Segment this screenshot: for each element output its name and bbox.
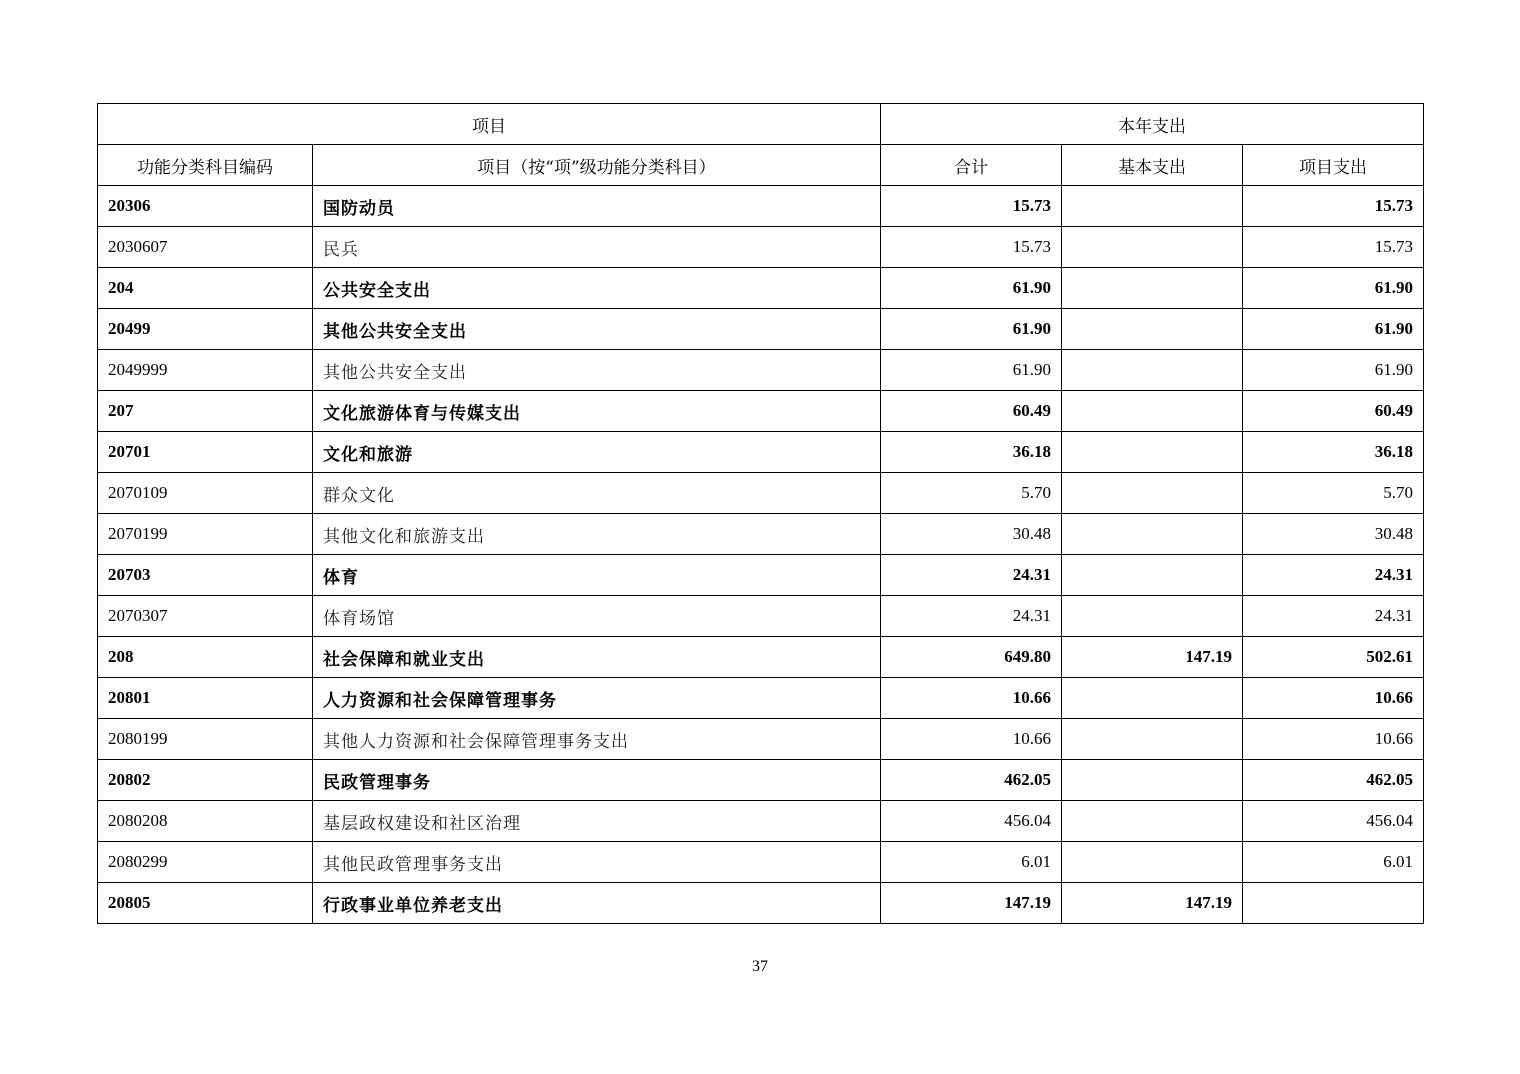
table-row xyxy=(98,268,1424,309)
basic-cell xyxy=(1062,514,1243,555)
table-body xyxy=(98,104,1424,924)
total-cell: 649.80 xyxy=(881,637,1062,678)
project-cell: 15.73 xyxy=(1243,227,1424,268)
header-code: 功能分类科目编码 xyxy=(98,145,313,186)
header-project-exp: 项目支出 xyxy=(1243,145,1424,186)
header-row-columns xyxy=(98,145,1424,186)
code-cell: 2080199 xyxy=(98,719,313,760)
name-cell: 其他公共安全支出 xyxy=(313,350,881,391)
table-row xyxy=(98,801,1424,842)
basic-cell xyxy=(1062,473,1243,514)
code-cell: 2070199 xyxy=(98,514,313,555)
total-cell: 61.90 xyxy=(881,309,1062,350)
basic-cell xyxy=(1062,555,1243,596)
table-row xyxy=(98,678,1424,719)
name-cell: 社会保障和就业支出 xyxy=(313,637,881,678)
name-cell: 民兵 xyxy=(313,227,881,268)
code-cell: 208 xyxy=(98,637,313,678)
project-cell: 456.04 xyxy=(1243,801,1424,842)
code-cell: 20801 xyxy=(98,678,313,719)
project-cell: 61.90 xyxy=(1243,309,1424,350)
basic-cell xyxy=(1062,678,1243,719)
basic-cell: 147.19 xyxy=(1062,637,1243,678)
name-cell: 国防动员 xyxy=(313,186,881,227)
project-cell: 36.18 xyxy=(1243,432,1424,473)
table-row xyxy=(98,883,1424,924)
header-project: 项目 xyxy=(98,104,881,145)
total-cell: 456.04 xyxy=(881,801,1062,842)
table-row xyxy=(98,473,1424,514)
code-cell: 20701 xyxy=(98,432,313,473)
project-cell: 61.90 xyxy=(1243,350,1424,391)
code-cell: 20802 xyxy=(98,760,313,801)
name-cell: 体育场馆 xyxy=(313,596,881,637)
basic-cell xyxy=(1062,842,1243,883)
header-row-top xyxy=(98,104,1424,145)
project-cell xyxy=(1243,883,1424,924)
project-cell: 15.73 xyxy=(1243,186,1424,227)
basic-cell xyxy=(1062,432,1243,473)
total-cell: 5.70 xyxy=(881,473,1062,514)
table-row xyxy=(98,555,1424,596)
total-cell: 15.73 xyxy=(881,186,1062,227)
total-cell: 61.90 xyxy=(881,268,1062,309)
total-cell: 24.31 xyxy=(881,596,1062,637)
basic-cell xyxy=(1062,801,1243,842)
basic-cell xyxy=(1062,309,1243,350)
table-row xyxy=(98,842,1424,883)
name-cell: 其他人力资源和社会保障管理事务支出 xyxy=(313,719,881,760)
code-cell: 204 xyxy=(98,268,313,309)
total-cell: 30.48 xyxy=(881,514,1062,555)
total-cell: 24.31 xyxy=(881,555,1062,596)
project-cell: 60.49 xyxy=(1243,391,1424,432)
total-cell: 147.19 xyxy=(881,883,1062,924)
page-number: 37 xyxy=(752,958,768,975)
code-cell: 20306 xyxy=(98,186,313,227)
project-cell: 10.66 xyxy=(1243,719,1424,760)
project-cell: 462.05 xyxy=(1243,760,1424,801)
project-cell: 30.48 xyxy=(1243,514,1424,555)
basic-cell xyxy=(1062,391,1243,432)
code-cell: 20805 xyxy=(98,883,313,924)
name-cell: 体育 xyxy=(313,555,881,596)
table-row xyxy=(98,432,1424,473)
project-cell: 5.70 xyxy=(1243,473,1424,514)
name-cell: 群众文化 xyxy=(313,473,881,514)
table-row xyxy=(98,637,1424,678)
name-cell: 公共安全支出 xyxy=(313,268,881,309)
code-cell: 20703 xyxy=(98,555,313,596)
project-cell: 6.01 xyxy=(1243,842,1424,883)
name-cell: 其他公共安全支出 xyxy=(313,309,881,350)
project-cell: 10.66 xyxy=(1243,678,1424,719)
code-cell: 2070307 xyxy=(98,596,313,637)
total-cell: 10.66 xyxy=(881,719,1062,760)
code-cell: 20499 xyxy=(98,309,313,350)
name-cell: 文化旅游体育与传媒支出 xyxy=(313,391,881,432)
total-cell: 36.18 xyxy=(881,432,1062,473)
basic-cell xyxy=(1062,596,1243,637)
project-cell: 61.90 xyxy=(1243,268,1424,309)
total-cell: 6.01 xyxy=(881,842,1062,883)
name-cell: 其他文化和旅游支出 xyxy=(313,514,881,555)
table-row xyxy=(98,186,1424,227)
table-row xyxy=(98,514,1424,555)
header-current-year: 本年支出 xyxy=(881,104,1424,145)
project-cell: 24.31 xyxy=(1243,555,1424,596)
header-name: 项目（按“项”级功能分类科目） xyxy=(313,145,881,186)
name-cell: 民政管理事务 xyxy=(313,760,881,801)
table-row xyxy=(98,227,1424,268)
total-cell: 15.73 xyxy=(881,227,1062,268)
code-cell: 2030607 xyxy=(98,227,313,268)
table-row xyxy=(98,391,1424,432)
code-cell: 2080299 xyxy=(98,842,313,883)
code-cell: 2049999 xyxy=(98,350,313,391)
name-cell: 其他民政管理事务支出 xyxy=(313,842,881,883)
project-cell: 24.31 xyxy=(1243,596,1424,637)
name-cell: 文化和旅游 xyxy=(313,432,881,473)
basic-cell xyxy=(1062,350,1243,391)
code-cell: 207 xyxy=(98,391,313,432)
project-cell: 502.61 xyxy=(1243,637,1424,678)
table-row xyxy=(98,760,1424,801)
basic-cell xyxy=(1062,186,1243,227)
total-cell: 10.66 xyxy=(881,678,1062,719)
total-cell: 462.05 xyxy=(881,760,1062,801)
name-cell: 基层政权建设和社区治理 xyxy=(313,801,881,842)
basic-cell xyxy=(1062,227,1243,268)
code-cell: 2070109 xyxy=(98,473,313,514)
name-cell: 行政事业单位养老支出 xyxy=(313,883,881,924)
total-cell: 60.49 xyxy=(881,391,1062,432)
total-cell: 61.90 xyxy=(881,350,1062,391)
header-basic: 基本支出 xyxy=(1062,145,1243,186)
basic-cell: 147.19 xyxy=(1062,883,1243,924)
table-row xyxy=(98,350,1424,391)
table-row xyxy=(98,719,1424,760)
name-cell: 人力资源和社会保障管理事务 xyxy=(313,678,881,719)
basic-cell xyxy=(1062,268,1243,309)
expenditure-table xyxy=(97,103,1424,924)
code-cell: 2080208 xyxy=(98,801,313,842)
header-total: 合计 xyxy=(881,145,1062,186)
basic-cell xyxy=(1062,760,1243,801)
table-row xyxy=(98,309,1424,350)
basic-cell xyxy=(1062,719,1243,760)
table-row xyxy=(98,596,1424,637)
